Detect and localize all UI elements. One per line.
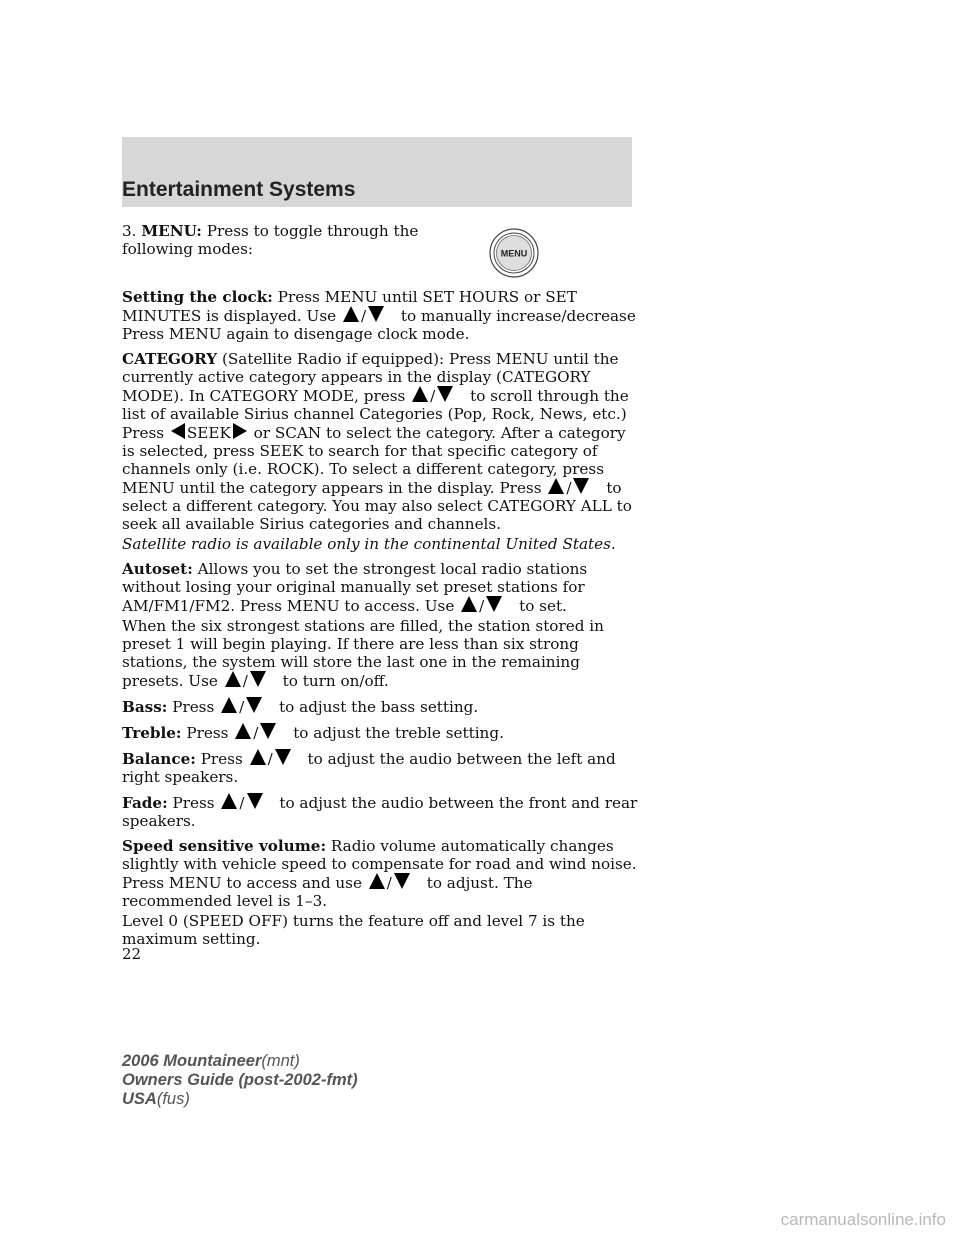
balance-label: Balance: — [122, 750, 196, 768]
slash: / — [386, 874, 392, 892]
autoset-text: to turn on/off. — [282, 672, 389, 690]
arrow-up-icon — [250, 749, 266, 765]
content — [122, 222, 642, 955]
menu-button-label: MENU — [500, 248, 528, 259]
speed-label: Speed sensitive volume: — [122, 837, 327, 855]
footer — [122, 1052, 358, 1109]
slash: / — [479, 597, 485, 615]
category-text: or SCAN to select the category. After a category is selected, press SEEK to search for that specific category of channels only (i.e. ROCK). To select a different category, press MENU until the category appears in the display. Press — [122, 424, 626, 497]
fade-label: Fade: — [122, 794, 168, 812]
clock-text: Press MENU until SET HOURS or SET MINUTES is displayed. Use — [122, 288, 577, 325]
slash: / — [430, 387, 436, 405]
slash: / — [360, 307, 367, 325]
page-number: 22 — [122, 945, 142, 963]
menu-number: 3. — [122, 222, 137, 240]
autoset-paragraph-2 — [122, 617, 642, 690]
speed-text: to adjust. The recommended level is 1–3. — [122, 874, 533, 910]
category-note: Satellite radio is available only in the continental United States. — [122, 535, 616, 553]
menu-paragraph — [122, 222, 462, 258]
category-paragraph — [122, 350, 642, 533]
fade-text: Press — [172, 794, 215, 812]
page-title: Entertainment Systems — [122, 178, 356, 201]
arrow-down-icon — [247, 793, 263, 809]
category-text: to scroll through the list of available Sirius channel Categories (Pop, Rock, News, etc.) Press — [122, 387, 629, 442]
watermark: carmanualsonline.info — [780, 1210, 946, 1229]
arrow-up-icon — [461, 596, 477, 612]
category-label: CATEGORY — [122, 350, 218, 368]
slash: / — [242, 672, 248, 690]
clock-label: Setting the clock: — [122, 288, 273, 306]
autoset-text: to set. — [519, 597, 567, 615]
category-text: (Satellite Radio if equipped): Press MENU until the currently active category appears in the display (CATEGORY MODE). In CATEGORY MODE, press — [122, 350, 619, 405]
bass-text: to adjust the bass setting. — [279, 698, 479, 716]
arrow-up-icon — [221, 793, 237, 809]
autoset-text: When the six strongest stations are filled, the station stored in preset 1 will begin playing. If there are less than six strong stations, the system will store the last one in the remaining presets. Use — [122, 617, 604, 690]
fade-paragraph — [122, 793, 642, 830]
arrow-down-icon — [573, 478, 589, 494]
autoset-label: Autoset: — [122, 560, 193, 578]
arrow-down-icon — [394, 873, 410, 889]
arrow-up-icon — [235, 723, 251, 739]
autoset-paragraph — [122, 560, 642, 615]
fade-text: to adjust the audio between the front and rear speakers. — [122, 794, 638, 830]
treble-text: Press — [186, 724, 229, 742]
category-text: to select a different category. You may also select CATEGORY ALL to seek all available Sirius categories and channels. — [122, 479, 632, 533]
arrow-up-icon — [548, 478, 564, 494]
clock-paragraph — [122, 288, 642, 343]
arrow-up-icon — [412, 386, 428, 402]
slash: / — [239, 794, 245, 812]
arrow-down-icon — [486, 596, 502, 612]
clock-text: to manually increase/decrease Press MENU again to disengage clock mode. — [122, 307, 636, 343]
speed-paragraph-2: Level 0 (SPEED OFF) turns the feature off and level 7 is the maximum setting. — [122, 912, 585, 948]
footer-model: 2006 Mountaineer — [122, 1052, 262, 1070]
footer-model-code: (mnt) — [261, 1052, 300, 1070]
arrow-down-icon — [260, 723, 276, 739]
arrow-up-icon — [343, 306, 359, 322]
menu-text: Press to toggle through the following modes: — [122, 222, 419, 258]
seek-label: SEEK — [186, 424, 231, 442]
arrow-down-icon — [275, 749, 291, 765]
treble-paragraph — [122, 723, 642, 742]
balance-text: to adjust the audio between the left and right speakers. — [122, 750, 616, 786]
footer-guide: Owners Guide (post-2002-fmt) — [122, 1071, 358, 1089]
balance-paragraph — [122, 749, 642, 786]
arrow-left-icon — [171, 423, 185, 439]
slash: / — [566, 479, 572, 497]
menu-label: MENU: — [141, 222, 202, 240]
footer-market-code: (fus) — [156, 1090, 190, 1108]
arrow-right-icon — [233, 423, 247, 439]
footer-market: USA — [122, 1090, 157, 1108]
treble-label: Treble: — [122, 724, 182, 742]
balance-text: Press — [200, 750, 243, 768]
slash: / — [253, 724, 259, 742]
slash: / — [267, 750, 273, 768]
bass-label: Bass: — [122, 698, 168, 716]
arrow-down-icon — [250, 671, 266, 687]
treble-text: to adjust the treble setting. — [293, 724, 504, 742]
speed-text: Radio volume automatically changes slightly with vehicle speed to compensate for road and wind noise. Press MENU to access and use — [122, 837, 637, 892]
slash: / — [239, 698, 245, 716]
arrow-down-icon — [368, 306, 384, 322]
arrow-up-icon — [369, 873, 385, 889]
arrow-down-icon — [437, 386, 453, 402]
arrow-down-icon — [246, 697, 262, 713]
bass-text: Press — [172, 698, 215, 716]
speed-paragraph — [122, 837, 642, 910]
autoset-text: Allows you to set the strongest local radio stations without losing your original manually set preset stations for AM/FM1/FM2. Press MENU to access. Use — [122, 560, 588, 615]
arrow-up-icon — [221, 697, 237, 713]
bass-paragraph — [122, 697, 642, 716]
arrow-up-icon — [225, 671, 241, 687]
